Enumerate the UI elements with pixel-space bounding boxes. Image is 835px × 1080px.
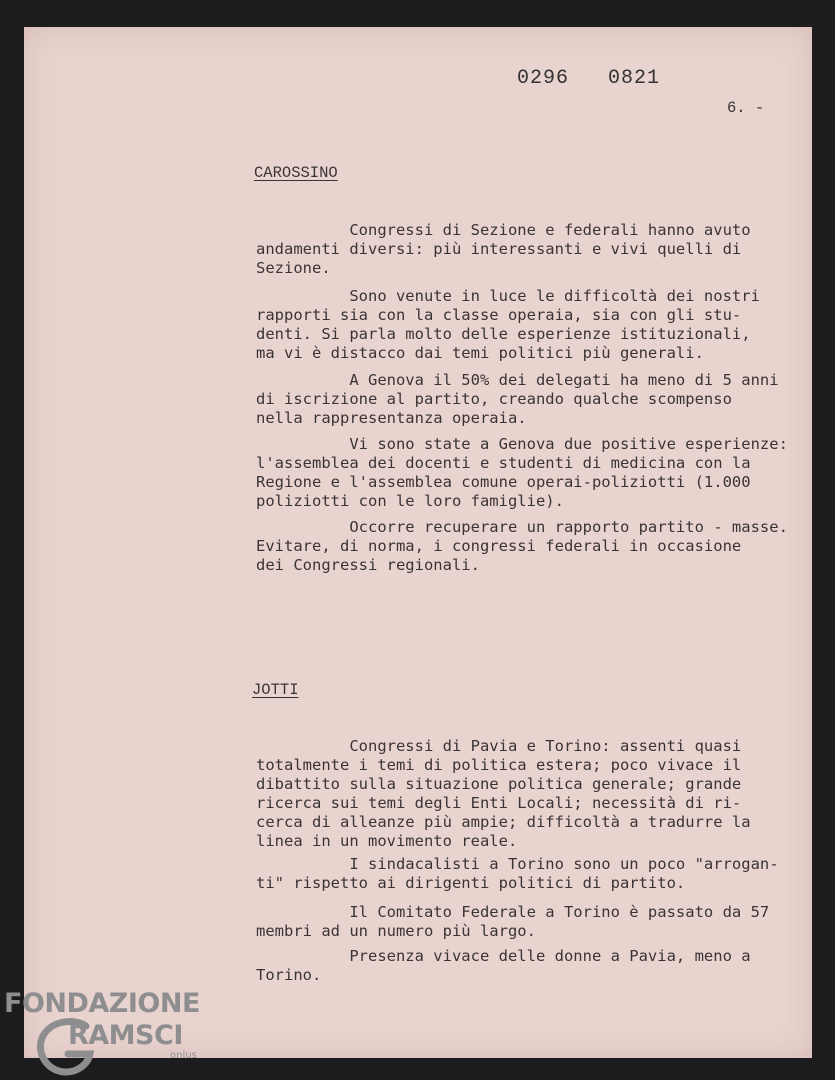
watermark-line2: RAMSCI [68, 1020, 183, 1051]
paragraph: Il Comitato Federale a Torino è passato da 57 membri ad un numero più largo. [256, 903, 770, 940]
paragraph: Occorre recuperare un rapporto partito - masse. Evitare, di norma, i congressi federali in occasione dei Congressi regionali. [256, 518, 788, 574]
watermark-line1: FONDAZIONE [4, 988, 200, 1019]
section-heading-carossino: CAROSSINO [254, 164, 338, 182]
paragraph: Congressi di Pavia e Torino: assenti quasi totalmente i temi di politica estera; poco vivace il dibattito sulla situazione politica generale; grande ricerca sui temi degli Enti Locali; necessità di ri- cerca di alleanze più ampie; difficoltà a tradurre la linea in un movimento reale. [256, 737, 751, 850]
watermark-onlus: onlus [170, 1050, 197, 1061]
page-number: 6. - [727, 99, 765, 117]
paragraph: Vi sono state a Genova due positive esperienze: l'assemblea dei docenti e studenti di medicina con la Regione e l'assemblea comune operai-poliziotti (1.000 poliziotti con le loro famiglie). [256, 435, 788, 510]
paragraph: I sindacalisti a Torino sono un poco "arrogan- ti" rispetto ai dirigenti politici di partito. [256, 855, 779, 892]
paragraph: A Genova il 50% dei delegati ha meno di 5 anni di iscrizione al partito, creando qualche scompenso nella rappresentanza operaia. [256, 371, 779, 427]
document-page [24, 27, 812, 1058]
paragraph: Presenza vivace delle donne a Pavia, meno a Torino. [256, 947, 751, 984]
fondazione-gramsci-watermark-logo [4, 988, 214, 1076]
section-heading-jotti: JOTTI [252, 681, 299, 699]
paragraph: Congressi di Sezione e federali hanno avuto andamenti diversi: più interessanti e vivi quelli di Sezione. [256, 221, 751, 277]
archive-reference-number: 0296 0821 [517, 67, 661, 90]
paragraph: Sono venute in luce le difficoltà dei nostri rapporti sia con la classe operaia, sia con gli stu- denti. Si parla molto delle esperienze istituzionali, ma vi è distacco dai temi politici più generali. [256, 287, 760, 362]
